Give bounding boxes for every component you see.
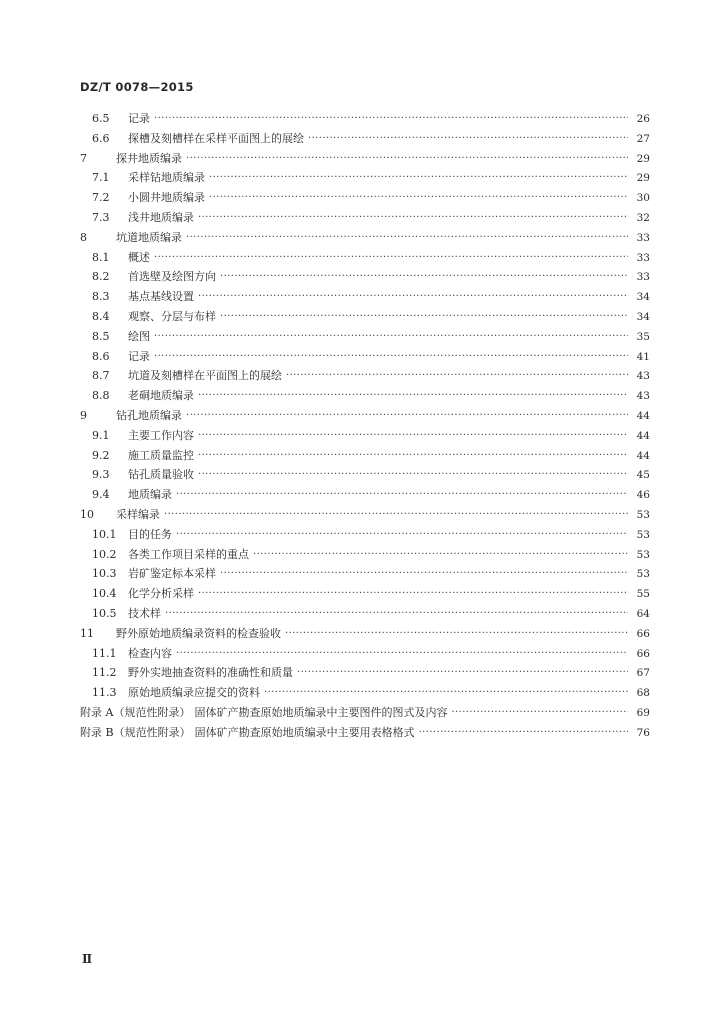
toc-entry-title: 记录 (128, 349, 150, 363)
dot-leader (297, 665, 628, 681)
dot-leader (209, 190, 628, 206)
dot-leader (198, 428, 628, 444)
toc-entry[interactable] (80, 725, 650, 741)
toc-entry[interactable] (92, 606, 650, 622)
toc-entry-title: 坑道地质编录 (116, 230, 182, 244)
toc-entry-page: 53 (636, 509, 650, 521)
dot-leader (154, 111, 628, 127)
toc-entry-number: 8.3 (92, 290, 110, 304)
toc-entry-number: 11.3 (92, 686, 117, 700)
toc-entry-page: 34 (636, 291, 650, 304)
toc-entry-title: 各类工作项目采样的重点 (128, 547, 249, 561)
toc-entry-title: 基点基线设置 (128, 290, 194, 304)
dot-leader (253, 547, 628, 563)
toc-entry-page: 34 (636, 311, 650, 323)
toc-entry-page: 55 (636, 588, 650, 601)
toc-entry-title: 老硐地质编录 (128, 389, 194, 403)
toc-entry-page: 43 (636, 370, 650, 383)
toc-entry-page: 32 (636, 212, 650, 224)
toc-entry[interactable] (80, 151, 650, 167)
toc-entry-page: 29 (636, 152, 650, 165)
dot-leader (220, 309, 628, 325)
toc-entry[interactable] (92, 428, 650, 444)
toc-entry-title: 采样编录 (116, 508, 160, 521)
toc-entry-page: 27 (636, 132, 650, 145)
dot-leader (164, 507, 628, 523)
toc-entry-title: 绘图 (128, 329, 150, 343)
toc-entry-title: 小圆井地质编录 (128, 191, 205, 205)
toc-entry-title: 检查内容 (128, 646, 172, 660)
toc-entry-page: 46 (636, 489, 650, 502)
dot-leader (286, 368, 628, 384)
toc-entry-number: 8.8 (92, 389, 110, 403)
toc-entry-title: 观察、分层与布样 (128, 310, 216, 323)
dot-leader (176, 646, 628, 662)
toc-entry-number: 7.2 (92, 191, 110, 205)
dot-leader (198, 289, 628, 305)
toc-entry-page: 35 (636, 330, 650, 343)
toc-entry-page: 43 (636, 390, 650, 403)
dot-leader (186, 230, 628, 246)
toc-entry[interactable] (92, 329, 650, 345)
toc-entry-title: 记录 (128, 112, 150, 125)
toc-entry-number: 8.6 (92, 349, 110, 363)
dot-leader (220, 566, 628, 582)
toc-entry[interactable] (92, 388, 650, 404)
toc-entry-title: 化学分析采样 (128, 587, 194, 601)
toc-entry-title: 原始地质编录应提交的资料 (128, 686, 260, 700)
toc-entry[interactable] (80, 705, 650, 721)
toc-entry-title: 施工质量监控 (128, 448, 194, 462)
toc-entry-number: 10.3 (92, 567, 117, 581)
toc-entry[interactable] (92, 269, 650, 285)
toc-entry-page: 67 (636, 667, 650, 680)
toc-entry-number: 8.7 (92, 369, 110, 383)
document-header (80, 80, 194, 94)
toc-entry-title: 采样钻地质编录 (128, 171, 205, 185)
toc-entry[interactable] (92, 547, 650, 563)
toc-entry-page: 68 (636, 687, 650, 700)
toc-entry-page: 44 (636, 410, 650, 422)
toc-entry-number: 9.2 (92, 448, 110, 462)
toc-entry-number: 附录 A（规范性附录） (80, 706, 191, 719)
toc-entry-number: 7.3 (92, 211, 110, 224)
toc-entry-number: 10.4 (92, 587, 117, 601)
toc-entry-title: 浅井地质编录 (128, 211, 194, 224)
toc-entry-number: 10.5 (92, 607, 117, 620)
toc-entry[interactable] (92, 111, 650, 127)
toc-entry[interactable] (92, 665, 650, 681)
toc-entry-title: 固体矿产勘查原始地质编录中主要图件的图式及内容 (194, 706, 448, 719)
standard-code: DZ/T 0078—2015 (80, 80, 194, 94)
toc-entry-title: 岩矿鉴定标本采样 (128, 567, 216, 581)
dot-leader (220, 269, 628, 285)
toc-entry-number: 9.4 (92, 488, 110, 502)
toc-entry[interactable] (92, 131, 650, 147)
toc-entry-page: 30 (636, 192, 650, 205)
dot-leader (451, 705, 628, 721)
toc-entry[interactable] (92, 448, 650, 464)
toc-entry[interactable] (92, 646, 650, 662)
toc-entry-title: 坑道及刻槽样在平面图上的展绘 (128, 369, 282, 383)
toc-entry-title: 探井地质编录 (116, 151, 182, 165)
toc-entry-number: 10.2 (92, 547, 117, 561)
toc-entry[interactable] (80, 230, 650, 246)
toc-entry-number: 8 (80, 230, 87, 244)
dot-leader (176, 527, 628, 543)
dot-leader (186, 408, 628, 424)
toc-entry[interactable] (92, 566, 650, 582)
toc-entry-title: 技术样 (128, 607, 161, 620)
toc-entry-page: 45 (636, 469, 650, 482)
toc-entry-number: 9 (80, 409, 87, 422)
dot-leader (198, 467, 628, 483)
toc-entry-number: 9.1 (92, 428, 110, 442)
dot-leader (419, 725, 628, 741)
toc-entry[interactable] (80, 626, 650, 642)
toc-entry-page: 76 (636, 726, 650, 739)
toc-entry-number: 7.1 (92, 171, 110, 185)
dot-leader (154, 349, 628, 365)
toc-entry-title: 主要工作内容 (128, 428, 194, 442)
dot-leader (176, 487, 628, 503)
dot-leader (198, 210, 628, 226)
dot-leader (285, 626, 628, 642)
toc-entry[interactable] (92, 685, 650, 701)
dot-leader (198, 448, 628, 464)
toc-entry-page: 33 (636, 271, 650, 284)
toc-entry-number: 附录 B（规范性附录） (80, 725, 191, 739)
dot-leader (154, 329, 628, 345)
toc-entry-page: 66 (636, 647, 650, 660)
dot-leader (308, 131, 628, 147)
toc-entry-page: 66 (636, 627, 650, 640)
toc-entry-title: 钻孔质量验收 (128, 468, 194, 482)
toc-entry-page: 26 (636, 113, 650, 125)
toc-entry[interactable] (92, 250, 650, 266)
toc-entry[interactable] (80, 507, 650, 523)
toc-entry[interactable] (92, 170, 650, 186)
toc-entry-page: 29 (636, 172, 650, 185)
toc-entry-page: 53 (636, 568, 650, 581)
dot-leader (165, 606, 628, 622)
toc-entry-number: 7 (80, 151, 87, 165)
toc-entry-page: 69 (636, 707, 650, 719)
toc-entry-title: 固体矿产勘查原始地质编录中主要用表格格式 (194, 725, 415, 739)
toc-entry-number: 8.2 (92, 270, 110, 284)
toc-entry-number: 8.1 (92, 250, 110, 264)
toc-entry-page: 44 (636, 449, 650, 462)
dot-leader (186, 151, 628, 167)
toc-entry-number: 8.5 (92, 329, 110, 343)
toc-entry-title: 概述 (128, 250, 150, 264)
toc-entry[interactable] (92, 487, 650, 503)
toc-entry[interactable] (92, 190, 650, 206)
toc-entry-title: 地质编录 (128, 488, 172, 502)
toc-entry-number: 10.1 (92, 527, 117, 541)
toc-entry-page: 53 (636, 548, 650, 561)
toc-entry-number: 11.2 (92, 666, 117, 680)
toc-entry-page: 33 (636, 231, 650, 244)
toc-entry[interactable] (92, 586, 650, 602)
toc-entry[interactable] (80, 408, 650, 424)
toc-entry-number: 6.6 (92, 131, 110, 145)
toc-entry-title: 目的任务 (128, 527, 172, 541)
toc-entry-number: 9.3 (92, 468, 110, 482)
toc-entry-title: 钻孔地质编录 (116, 409, 182, 422)
toc-entry-page: 53 (636, 528, 650, 541)
toc-entry-title: 首选壁及绘图方向 (128, 270, 216, 284)
toc-entry-number: 8.4 (92, 310, 110, 323)
dot-leader (264, 685, 628, 701)
toc-entry[interactable] (92, 309, 650, 325)
toc-entry-page: 64 (636, 608, 650, 620)
toc-entry-page: 33 (636, 251, 650, 264)
toc-entry[interactable] (92, 210, 650, 226)
dot-leader (198, 586, 628, 602)
toc-entry[interactable] (92, 349, 650, 365)
toc-entry-number: 6.5 (92, 112, 110, 125)
toc-entry-number: 11.1 (92, 646, 117, 660)
dot-leader (154, 250, 628, 266)
dot-leader (209, 170, 628, 186)
toc-entry[interactable] (92, 527, 650, 543)
toc-entry[interactable] (92, 289, 650, 305)
toc-entry-number: 10 (80, 508, 94, 521)
toc-entry[interactable] (92, 467, 650, 483)
toc-entry-number: 11 (80, 626, 94, 640)
toc-entry-page: 44 (636, 429, 650, 442)
toc-entry-page: 41 (636, 350, 650, 363)
toc-entry-title: 野外原始地质编录资料的检查验收 (116, 626, 281, 640)
page-number: Ⅱ (82, 952, 93, 966)
toc-entry-title: 野外实地抽查资料的准确性和质量 (128, 666, 293, 680)
toc-entry[interactable] (92, 368, 650, 384)
toc-entry-title: 探槽及刻槽样在采样平面图上的展绘 (128, 131, 304, 145)
dot-leader (198, 388, 628, 404)
